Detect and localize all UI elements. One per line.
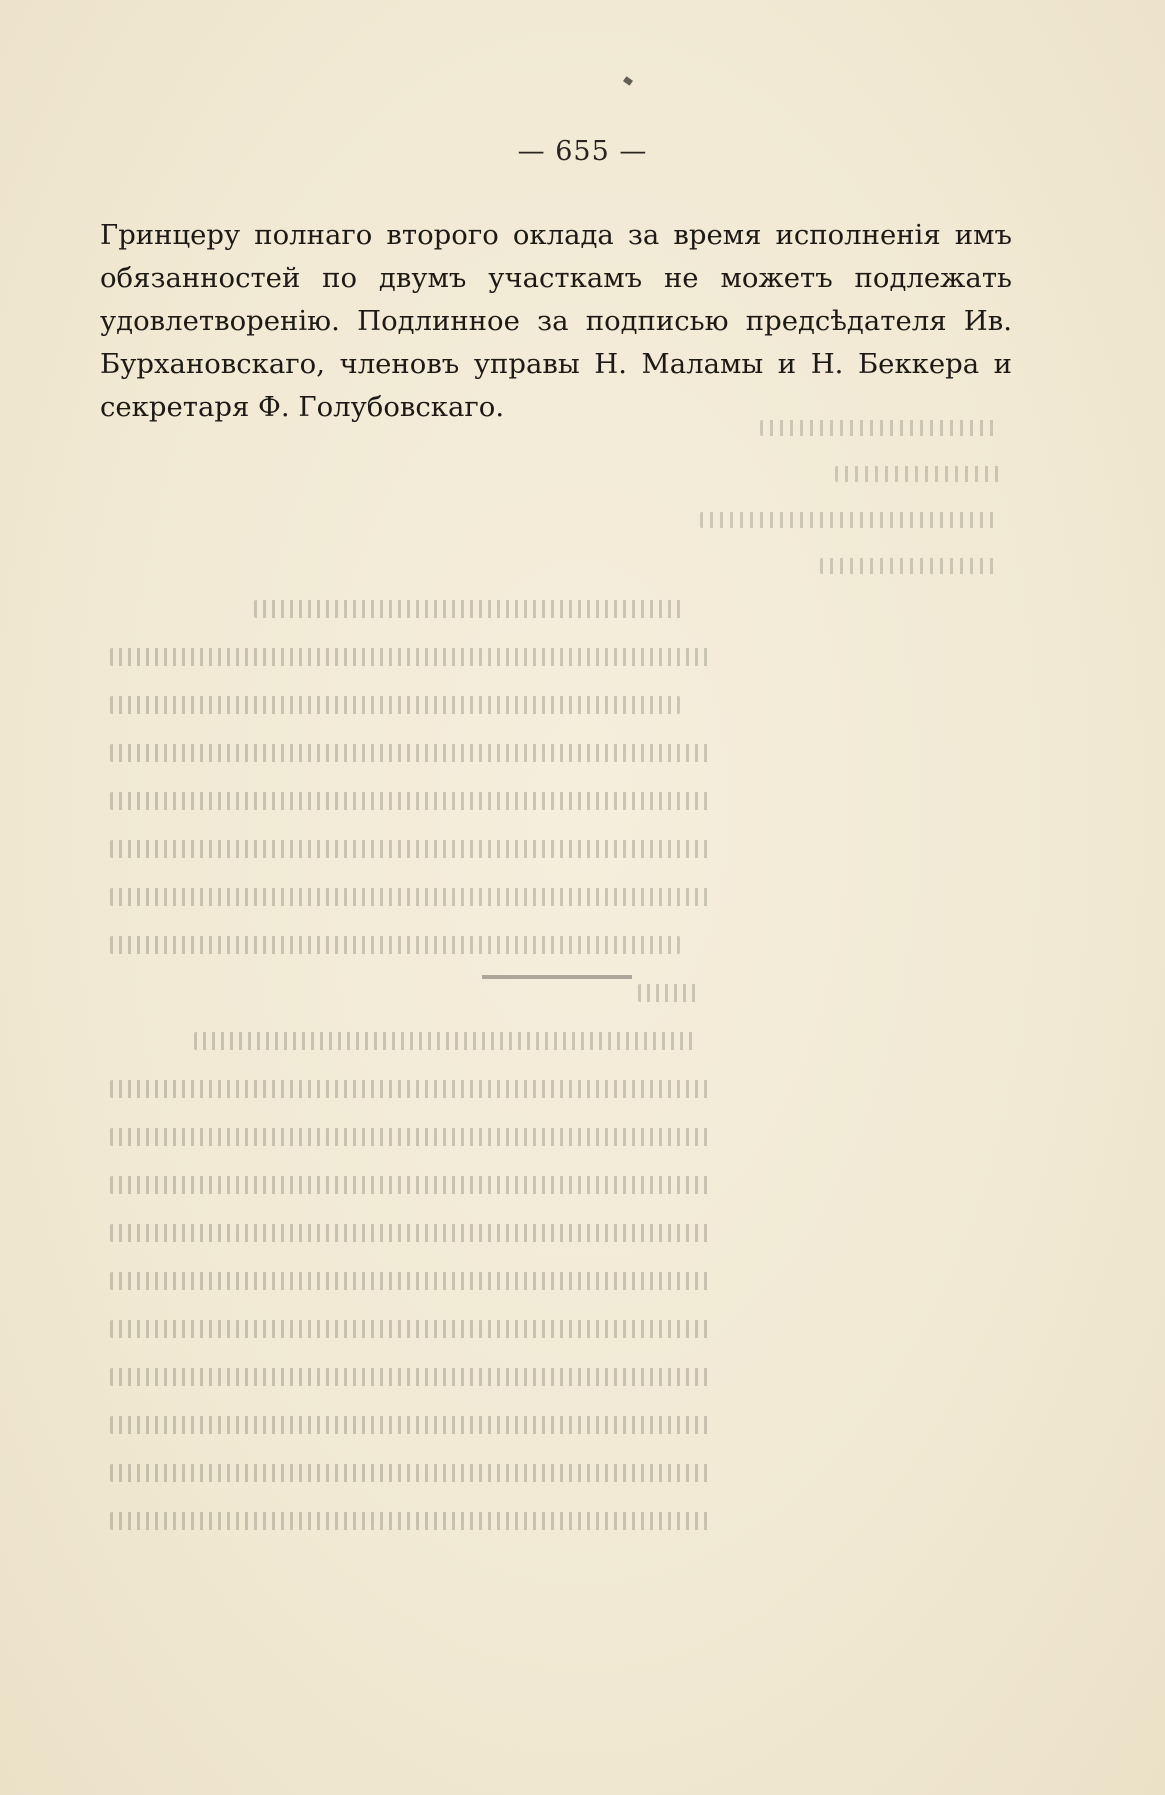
text-line: обязанностей по двумъ участкамъ не можетъ подлежать (100, 262, 1012, 294)
divider-rule (482, 975, 632, 979)
text-line: секретаря Ф. Голубовскаго. (100, 391, 505, 423)
ink-speck (623, 76, 633, 86)
text-line: удовлетворенію. Подлинное за подписью предсѣдателя Ив. (100, 305, 1012, 337)
text-line: Гринцеру полнаго второго оклада за время исполненія имъ (100, 219, 1012, 251)
paragraph (100, 214, 1012, 429)
bleed-through-left-column (110, 600, 710, 1600)
page-number: — 655 — (517, 136, 648, 167)
text-line: Бурхановскаго, членовъ управы Н. Маламы и Н. Беккера и (100, 348, 1012, 380)
bleed-through-right-column (700, 420, 1000, 620)
